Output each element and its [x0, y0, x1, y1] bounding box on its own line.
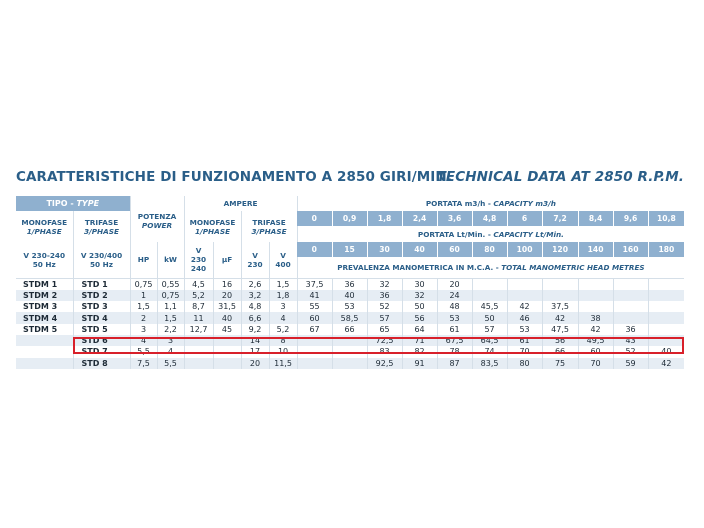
trifase-label: TRIFASE — [84, 217, 119, 227]
head-value: 36 — [613, 324, 648, 335]
head-value: 42 — [507, 301, 542, 312]
head-value: 56 — [402, 312, 437, 323]
amp-230-value: 20 — [241, 358, 269, 369]
total-head-label: TOTAL MANOMETRIC HEAD METRES — [501, 262, 645, 272]
head-value: 67,5 — [437, 335, 472, 346]
phase1-label: 1/PHASE — [26, 226, 62, 236]
amp-400-value: 4 — [269, 312, 297, 323]
head-value — [648, 301, 684, 312]
head-value: 83,5 — [472, 358, 507, 369]
head-value: 87 — [437, 358, 472, 369]
potenza-header — [130, 196, 184, 242]
head-value — [542, 278, 578, 290]
head-value: 66 — [542, 346, 578, 357]
v-label: V — [252, 250, 258, 260]
tipo-label: TIPO - — [46, 199, 77, 208]
capacity-m3h-cell: 3,6 — [437, 211, 472, 226]
head-value: 53 — [437, 312, 472, 323]
capacity-lmin-cell: 80 — [472, 242, 507, 257]
kw-value: 2,2 — [157, 324, 184, 335]
head-value: 72,5 — [367, 335, 402, 346]
table-row — [16, 346, 684, 357]
head-value — [613, 312, 648, 323]
hp-value: 2 — [130, 312, 157, 323]
head-value: 36 — [332, 278, 367, 290]
capacity-lmin-cell: 160 — [613, 242, 648, 257]
capacity-lmin-cell: 180 — [648, 242, 684, 257]
hp-value: 4 — [130, 335, 157, 346]
uf-value: 20 — [213, 290, 241, 301]
trifase-header — [73, 211, 130, 242]
table-row — [16, 324, 684, 335]
head-value: 47,5 — [542, 324, 578, 335]
kw-value: 1,1 — [157, 301, 184, 312]
amp-mono-value — [184, 346, 213, 357]
amp-phase1-label: 1/PHASE — [194, 226, 231, 236]
volt-mono-header — [16, 242, 73, 278]
power-label: POWER — [141, 221, 173, 230]
monofase-model — [16, 358, 73, 369]
head-value — [507, 278, 542, 290]
head-value — [578, 290, 613, 301]
v-label: V — [280, 250, 286, 260]
capacity-m3h-cell: 0 — [297, 211, 332, 226]
head-value: 53 — [507, 324, 542, 335]
head-value: 42 — [542, 312, 578, 323]
title-english: TECHNICAL DATA AT 2850 R.P.M. — [436, 169, 684, 185]
head-value: 82 — [402, 346, 437, 357]
trifase-model: STD 6 — [73, 335, 130, 346]
head-value: 30 — [402, 278, 437, 290]
capacity-m3h-cell: 4,8 — [472, 211, 507, 226]
monofase-model — [16, 335, 73, 346]
hp-value: 0,75 — [130, 278, 157, 290]
head-value: 61 — [437, 324, 472, 335]
head-value: 41 — [297, 290, 332, 301]
head-value — [648, 335, 684, 346]
kw-header: kW — [157, 242, 184, 278]
amp-230-value: 3,2 — [241, 290, 269, 301]
head-value: 65 — [367, 324, 402, 335]
capacity-lmin-cell: 0 — [297, 242, 332, 257]
capacity-lmin-cell: 60 — [437, 242, 472, 257]
head-value: 75 — [542, 358, 578, 369]
amp-trifase-label: TRIFASE — [252, 217, 286, 227]
hp-value: 1,5 — [130, 301, 157, 312]
v-label: V — [195, 246, 202, 256]
portata-m3h-header — [297, 196, 684, 211]
trifase-model: STD 8 — [73, 358, 130, 369]
head-value: 55 — [297, 301, 332, 312]
potenza-label: POTENZA — [137, 212, 177, 221]
volt-tri-header — [73, 242, 130, 278]
head-value — [613, 278, 648, 290]
amp-mono-value: 12,7 — [184, 324, 213, 335]
trifase-model: STD 4 — [73, 312, 130, 323]
head-value: 42 — [578, 324, 613, 335]
amp-mono-value — [184, 358, 213, 369]
head-value: 52 — [367, 301, 402, 312]
uf-value: 45 — [213, 324, 241, 335]
capacity-lmin-cell: 100 — [507, 242, 542, 257]
head-value: 53 — [332, 301, 367, 312]
uf-value: 16 — [213, 278, 241, 290]
head-value — [542, 290, 578, 301]
phase3-label: 3/PHASE — [83, 226, 120, 236]
head-value: 91 — [402, 358, 437, 369]
amp-230-value: 6,6 — [241, 312, 269, 323]
capacity-m3h-cell: 6 — [507, 211, 542, 226]
v400-label: 400 — [275, 259, 291, 269]
capacity-lmin-cell: 140 — [578, 242, 613, 257]
ampere-header: AMPERE — [184, 196, 297, 211]
monofase-model: STDM 1 — [23, 279, 58, 289]
head-value: 43 — [613, 335, 648, 346]
head-value: 49,5 — [578, 335, 613, 346]
head-value — [648, 324, 684, 335]
uf-value: 40 — [213, 312, 241, 323]
table-row — [16, 301, 684, 312]
monofase-model: STDM 4 — [16, 312, 73, 323]
capacity-lmin-cell: 30 — [367, 242, 402, 257]
amp-mono-value: 5,2 — [184, 290, 213, 301]
capacity-lmin-cell: 40 — [402, 242, 437, 257]
head-value: 57 — [472, 324, 507, 335]
head-value: 59 — [613, 358, 648, 369]
head-value: 78 — [437, 346, 472, 357]
amp-230-value: 2,6 — [241, 278, 269, 290]
tipo-type-header — [16, 196, 130, 211]
head-value: 74 — [472, 346, 507, 357]
head-value — [507, 290, 542, 301]
amp-230-value: 14 — [241, 335, 269, 346]
amp-mono-value: 8,7 — [184, 301, 213, 312]
ampere-monofase-header — [184, 211, 241, 242]
head-value: 80 — [507, 358, 542, 369]
uf-value: 31,5 — [213, 301, 241, 312]
kw-value: 3 — [157, 335, 184, 346]
amp-400-value: 11,5 — [269, 358, 297, 369]
amp-mono-value: 4,5 — [184, 278, 213, 290]
head-value: 32 — [402, 290, 437, 301]
head-value: 58,5 — [332, 312, 367, 323]
head-value: 42 — [648, 358, 684, 369]
portata-lmin-label: PORTATA Lt/Min. - — [417, 229, 494, 239]
tri-v230-header — [241, 242, 269, 278]
head-value: 32 — [367, 278, 402, 290]
hp-value: 7,5 — [130, 358, 157, 369]
monofase-model: STDM 5 — [23, 324, 58, 334]
head-header — [297, 257, 684, 278]
v240-label: 240 — [190, 264, 207, 274]
table-row — [16, 312, 684, 323]
amp-230-value: 17 — [241, 346, 269, 357]
kw-value: 4 — [157, 346, 184, 357]
head-value: 50 — [472, 312, 507, 323]
uf-value — [213, 335, 241, 346]
volt-tri-label: V 230/400 — [80, 250, 123, 260]
v230-240-header — [184, 242, 213, 278]
portata-m3h-label: PORTATA m3/h - — [425, 199, 494, 208]
head-value — [578, 278, 613, 290]
head-value: 71 — [402, 335, 437, 346]
trifase-model: STD 7 — [73, 346, 130, 357]
head-value: 50 — [402, 301, 437, 312]
prevalenza-label: PREVALENZA MANOMETRICA IN M.C.A. - — [337, 262, 502, 272]
head-value — [613, 301, 648, 312]
head-value — [648, 312, 684, 323]
table-row — [16, 278, 684, 290]
head-value: 46 — [507, 312, 542, 323]
head-value: 64 — [402, 324, 437, 335]
head-value: 57 — [367, 312, 402, 323]
hp-header: HP — [130, 242, 157, 278]
capacity-m3h-cell: 8,4 — [578, 211, 613, 226]
table-row-highlighted — [16, 335, 684, 346]
head-value: 40 — [648, 346, 684, 357]
trifase-model: STD 5 — [73, 324, 130, 335]
head-value — [297, 335, 332, 346]
monofase-model: STDM 3 — [23, 302, 58, 312]
head-value: 24 — [437, 290, 472, 301]
head-value — [578, 301, 613, 312]
volt-mono-label: V 230-240 — [23, 250, 66, 260]
monofase-model — [16, 346, 73, 357]
head-value: 92,5 — [367, 358, 402, 369]
capacity-m3h-cell: 1,8 — [367, 211, 402, 226]
head-value: 48 — [437, 301, 472, 312]
head-value — [648, 278, 684, 290]
amp-phase3-label: 3/PHASE — [251, 226, 287, 236]
amp-400-value: 10 — [269, 346, 297, 357]
head-value: 36 — [367, 290, 402, 301]
head-value: 37,5 — [297, 278, 332, 290]
head-value — [332, 335, 367, 346]
portata-lmin-header — [297, 226, 684, 242]
uf-value — [213, 358, 241, 369]
uf-value — [213, 346, 241, 357]
capacity-lmin-cell: 120 — [542, 242, 578, 257]
monofase-label: MONOFASE — [21, 217, 68, 227]
kw-value: 0,75 — [157, 290, 184, 301]
head-value — [297, 358, 332, 369]
amp-230-value: 9,2 — [241, 324, 269, 335]
table-row — [16, 358, 684, 369]
amp-mono-value: 11 — [184, 312, 213, 323]
head-value: 40 — [332, 290, 367, 301]
hp-value: 1 — [130, 290, 157, 301]
head-value: 70 — [578, 358, 613, 369]
capacity-m3h-cell: 9,6 — [613, 211, 648, 226]
trifase-model: STD 1 — [73, 278, 130, 290]
head-value: 70 — [507, 346, 542, 357]
amp-230-value: 4,8 — [241, 301, 269, 312]
title-italian: CARATTERISTICHE DI FUNZIONAMENTO A 2850 GIRI/MIN. — [16, 169, 453, 185]
amp-mono-value — [184, 335, 213, 346]
kw-value: 5,5 — [157, 358, 184, 369]
table-row — [16, 290, 684, 301]
monofase-model: STDM 2 — [16, 290, 73, 301]
head-value: 64,5 — [472, 335, 507, 346]
tri-v400-header — [269, 242, 297, 278]
head-value — [297, 346, 332, 357]
capacity-m3h-cell: 2,4 — [402, 211, 437, 226]
trifase-model: STD 2 — [73, 290, 130, 301]
head-value — [472, 278, 507, 290]
amp-monofase-label: MONOFASE — [189, 217, 236, 227]
head-value: 66 — [332, 324, 367, 335]
head-value: 60 — [578, 346, 613, 357]
amp-400-value: 3 — [269, 301, 297, 312]
hp-value: 3 — [130, 324, 157, 335]
kw-value: 0,55 — [157, 278, 184, 290]
head-value: 37,5 — [542, 301, 578, 312]
head-value — [332, 346, 367, 357]
hz-tri-label: 50 Hz — [89, 259, 114, 269]
capacity-m3h-cell: 0,9 — [332, 211, 367, 226]
head-value: 38 — [578, 312, 613, 323]
amp-400-value: 1,5 — [269, 278, 297, 290]
amp-400-value: 8 — [269, 335, 297, 346]
capacity-lmin-cell: 15 — [332, 242, 367, 257]
monofase-header — [16, 211, 73, 242]
technical-data-table — [16, 196, 684, 369]
head-value: 60 — [297, 312, 332, 323]
capacity-m3h-cell: 7,2 — [542, 211, 578, 226]
head-value — [472, 290, 507, 301]
hz-mono-label: 50 Hz — [32, 259, 56, 269]
head-value: 56 — [542, 335, 578, 346]
type-label: TYPE — [76, 199, 100, 208]
ampere-trifase-header — [241, 211, 297, 242]
hp-value: 5,5 — [130, 346, 157, 357]
capacity-lmin-label: CAPACITY Lt/Min. — [493, 229, 564, 239]
head-value: 20 — [437, 278, 472, 290]
head-value: 52 — [613, 346, 648, 357]
amp-400-value: 5,2 — [269, 324, 297, 335]
kw-value: 1,5 — [157, 312, 184, 323]
trifase-model: STD 3 — [73, 301, 130, 312]
head-value: 45,5 — [472, 301, 507, 312]
head-value — [613, 290, 648, 301]
uf-header: µF — [213, 242, 241, 278]
head-value: 83 — [367, 346, 402, 357]
v230-label: 230 — [247, 259, 263, 269]
capacity-m3h-label: CAPACITY m3/h — [493, 199, 556, 208]
head-value: 61 — [507, 335, 542, 346]
capacity-m3h-cell: 10,8 — [648, 211, 684, 226]
head-value — [648, 290, 684, 301]
amp-400-value: 1,8 — [269, 290, 297, 301]
head-value: 67 — [297, 324, 332, 335]
head-value — [332, 358, 367, 369]
v230-label: 230 — [190, 255, 207, 265]
